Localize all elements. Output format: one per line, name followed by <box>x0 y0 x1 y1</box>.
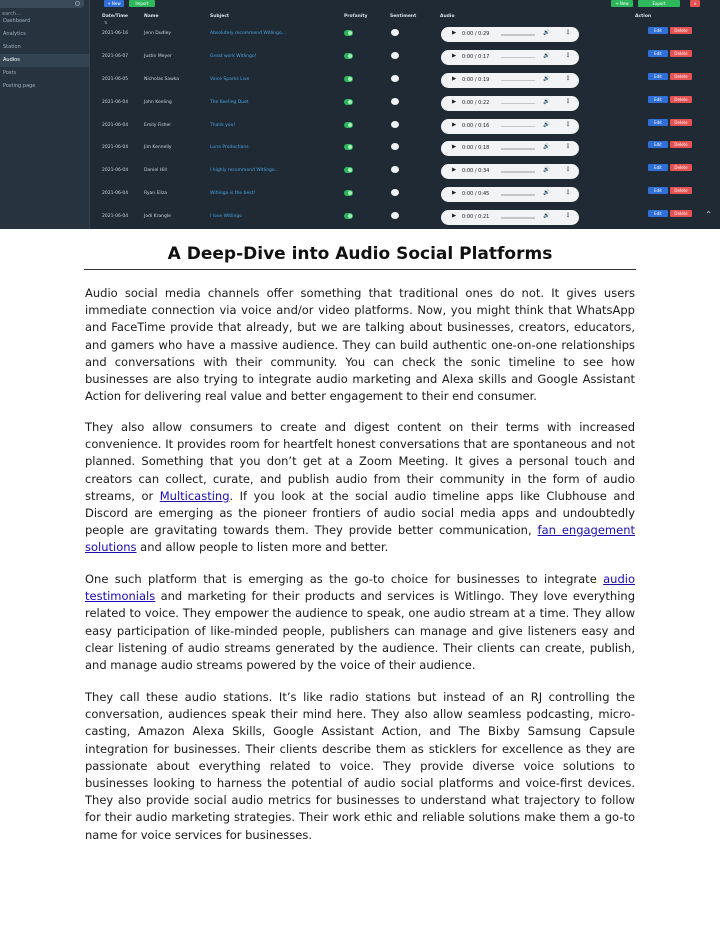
more-options-icon[interactable]: ⋮ <box>565 120 571 128</box>
row-date: 2021-06-04 <box>102 145 129 151</box>
audio-time: 0:00 / 0:19 <box>462 76 490 83</box>
delete-button[interactable]: Delete <box>670 210 692 217</box>
edit-button[interactable]: Edit <box>648 73 668 80</box>
sentiment-indicator <box>391 166 399 173</box>
row-name: John Keeling <box>144 99 172 105</box>
play-icon[interactable]: ▶ <box>452 121 457 128</box>
row-name: Ryan Eliza <box>144 191 168 197</box>
audios-table-panel <box>92 0 720 229</box>
row-name: Daniel Hill <box>144 168 167 174</box>
audio-time: 0:00 / 0:22 <box>462 99 490 106</box>
search-icon <box>75 1 80 6</box>
volume-icon[interactable]: 🔊 <box>543 30 550 36</box>
col-audio[interactable]: Audio <box>440 14 455 19</box>
play-icon[interactable]: ▶ <box>452 167 457 174</box>
row-subject-link[interactable]: Voice Sparks Live <box>210 76 250 82</box>
col-profanity[interactable]: Profanity <box>344 14 368 19</box>
delete-button[interactable]: Delete <box>670 187 692 194</box>
audio-player[interactable] <box>441 96 579 111</box>
table-header <box>92 12 720 24</box>
play-icon[interactable]: ▶ <box>452 30 457 36</box>
sort-icon[interactable]: ⇅ <box>104 20 108 25</box>
sidebar <box>0 0 90 229</box>
row-date: 2021-06-04 <box>102 191 129 197</box>
profanity-toggle[interactable] <box>344 122 353 128</box>
sentiment-indicator <box>391 212 399 219</box>
row-date: 2021-06-04 <box>102 214 129 220</box>
row-subject-link[interactable]: The Keeling Duet <box>210 99 249 105</box>
audio-player[interactable] <box>441 119 579 134</box>
more-options-icon[interactable]: ⋮ <box>565 29 571 36</box>
row-name: Emily Fisher <box>144 122 172 128</box>
sidebar-item-posts[interactable]: Posts <box>3 70 17 76</box>
delete-button[interactable]: Delete <box>670 96 692 103</box>
volume-icon[interactable]: 🔊 <box>543 121 550 128</box>
close-button[interactable]: × <box>690 0 700 7</box>
edit-button[interactable]: Edit <box>648 210 668 217</box>
col-date[interactable]: Date/Time <box>102 14 128 19</box>
profanity-toggle[interactable] <box>344 213 353 219</box>
table-row <box>92 95 720 118</box>
more-options-icon[interactable]: ⋮ <box>565 189 571 197</box>
paragraph-2 <box>85 419 635 557</box>
table-row <box>92 186 720 209</box>
edit-button[interactable]: Edit <box>648 187 668 194</box>
edit-button[interactable]: Edit <box>648 119 668 126</box>
profanity-toggle[interactable] <box>344 190 353 196</box>
edit-button[interactable]: Edit <box>648 164 668 171</box>
volume-icon[interactable]: 🔊 <box>543 52 550 59</box>
delete-button[interactable]: Delete <box>670 50 692 57</box>
new-right-button[interactable]: + New <box>611 0 633 7</box>
sidebar-item-analytics[interactable]: Analytics <box>3 31 26 37</box>
paragraph-3-text-a: One such platform that is emerging as the go-to choice for businesses to integrate <box>85 572 604 586</box>
sentiment-indicator <box>391 143 399 150</box>
more-options-icon[interactable]: ⋮ <box>565 74 571 82</box>
row-date: 2021-06-16 <box>102 31 129 36</box>
profanity-toggle[interactable] <box>344 30 353 36</box>
delete-button[interactable]: Delete <box>670 73 692 80</box>
row-subject-link[interactable]: Thank you! <box>210 122 236 128</box>
sentiment-indicator <box>391 29 399 36</box>
delete-button[interactable]: Delete <box>670 119 692 126</box>
edit-button[interactable]: Edit <box>648 27 668 34</box>
col-sentiment[interactable]: Sentiment <box>390 14 417 19</box>
edit-button[interactable]: Edit <box>648 96 668 103</box>
title-divider <box>84 269 636 270</box>
audio-progress-track[interactable] <box>501 80 535 82</box>
sentiment-indicator <box>391 52 399 59</box>
table-row <box>92 49 720 72</box>
new-button[interactable]: + New <box>104 0 124 7</box>
paragraph-3 <box>85 571 635 674</box>
fan-engagement-link[interactable]: fan engagement solutions <box>85 523 635 555</box>
row-name: Nicholas Sawka <box>144 76 180 82</box>
profanity-toggle[interactable] <box>344 99 353 105</box>
multicasting-link[interactable]: Multicasting <box>159 488 230 503</box>
play-icon[interactable]: ▶ <box>452 75 457 82</box>
col-subject[interactable]: Subject <box>210 14 230 19</box>
audio-player[interactable] <box>441 141 579 156</box>
volume-icon[interactable]: 🔊 <box>543 167 550 174</box>
row-name: Jodi Krangle <box>144 214 171 220</box>
sidebar-item-dashboard[interactable]: Dashboard <box>3 18 31 24</box>
profanity-toggle[interactable] <box>344 167 353 173</box>
audio-progress-track[interactable] <box>501 148 535 150</box>
export-button[interactable]: Export <box>638 0 680 7</box>
sidebar-nav <box>0 15 90 93</box>
paragraph-3-text-b: and marketing for their products and services is Witlingo. They love everything related to voice. They empower the audience to speak, one audio stream at a time. They allow easy participation of like-minded people, publishers can manage and give listeners easy and clear listening of audio streams generated by the audience. Their clients can create, publish, and manage audio streams powered by the voice of their audience. <box>85 589 635 673</box>
sidebar-item-audios[interactable]: Audios <box>0 54 90 67</box>
row-subject-link[interactable]: Great work Witlingo! <box>210 53 257 59</box>
row-subject-link[interactable]: I highly recommend Witlingo... <box>210 168 279 174</box>
volume-icon[interactable]: 🔊 <box>543 98 550 105</box>
paragraph-2-text-b: . If you look at the social audio timeline apps like Clubhouse and Discord are emerging as the pioneer frontiers of audio social media apps and undoubtedly people are gravitating towards them. They provide better communication, <box>85 488 635 538</box>
table-row <box>92 26 720 49</box>
audio-time: 0:00 / 0:16 <box>462 122 490 129</box>
sentiment-indicator <box>391 75 399 82</box>
audio-player[interactable] <box>441 73 579 88</box>
search-input[interactable] <box>0 0 84 17</box>
audio-progress-track[interactable] <box>501 194 535 196</box>
audio-time: 0:00 / 0:45 <box>462 191 490 198</box>
volume-icon[interactable]: 🔊 <box>543 144 550 151</box>
audio-time: 0:00 / 0:34 <box>462 168 490 175</box>
more-options-icon[interactable]: ⋮ <box>565 166 571 174</box>
more-options-icon[interactable]: ⋮ <box>565 212 571 220</box>
col-name[interactable]: Name <box>144 14 159 19</box>
sentiment-indicator <box>391 189 399 196</box>
row-subject-link[interactable]: Absolutely recommend Witlingo... <box>210 31 286 36</box>
delete-button[interactable]: Delete <box>670 141 692 148</box>
paragraph-2-text-a: They also allow consumers to create and digest content on their terms with increased convenience. It provides room for heartfelt honest conversations that are spontaneous and not planned. Something that you don’t get at a Zoom Meeting. It gives a personal touch and creators can collect, curate, and publish audio from their community in the form of audio streams, or <box>85 420 635 503</box>
audio-time: 0:00 / 0:21 <box>462 214 490 221</box>
volume-icon[interactable]: 🔊 <box>543 213 550 220</box>
sentiment-indicator <box>391 121 399 128</box>
profanity-toggle[interactable] <box>344 144 353 150</box>
volume-icon[interactable]: 🔊 <box>543 75 550 82</box>
row-name: Justin Meyer <box>144 53 172 59</box>
dashboard-screenshot <box>0 0 720 229</box>
row-date: 2021-06-07 <box>102 53 129 59</box>
search-placeholder: earch... <box>2 11 21 17</box>
audio-time: 0:00 / 0:18 <box>462 145 490 152</box>
audio-progress-track[interactable] <box>501 34 535 36</box>
row-date: 2021-06-04 <box>102 122 129 128</box>
import-button[interactable]: Import <box>129 0 155 7</box>
audio-player[interactable] <box>441 187 579 202</box>
audio-player[interactable] <box>441 164 579 179</box>
audio-time: 0:00 / 0:29 <box>462 31 490 37</box>
chevron-up-icon[interactable]: ⌃ <box>705 210 712 219</box>
paragraph-1: Audio social media channels offer something that traditional ones do not. It gives users immediate connection via voice and/or video platforms. Now, you might think that WhatsApp and FaceTime provide that already, but we are talking about businesses, creators, educators, and gamers who have a massive audience. They can build authentic one-on-one relationships and conversations with their community. You can check the sonic timeline to see how businesses are also trying to integrate audio marketing and Alexa skills and Google Assistant Action for delivering real value and better engagement to their end consumer. <box>85 286 635 404</box>
audio-player[interactable] <box>441 210 579 225</box>
paragraph-2-text-c: and allow people to listen more and better. <box>136 540 389 555</box>
paragraph-4: They call these audio stations. It’s like radio stations but instead of an RJ controlling the conversation, audiences speak their mind here. They also allow seamless podcasting, micro-casting, Amazon Alexa Skills, Google Assistant Action, and The Bixby Samsung Capsule integration for businesses. Their clients describe them as sticklers for excellence as they are passionate about everything related to voice. They provide diverse voice solutions to businesses looking to harness the potential of audio social platforms and voice-first devices. They also provide social audio metrics for businesses to understand what trajectory to follow for their audio marketing strategies. Their work ethic and reliable solutions make them a go-to name for voice services for businesses. <box>85 690 635 842</box>
table-body <box>92 26 720 229</box>
sidebar-item-station[interactable]: Station <box>3 44 21 50</box>
volume-icon[interactable]: 🔊 <box>543 190 550 197</box>
profanity-toggle[interactable] <box>344 76 353 82</box>
row-subject-link[interactable]: Witlingo is the best! <box>210 191 256 197</box>
table-row <box>92 72 720 95</box>
audio-progress-track[interactable] <box>501 217 535 219</box>
audio-progress-track[interactable] <box>501 57 535 59</box>
row-subject-link[interactable]: Luna Productions <box>210 145 249 151</box>
table-row <box>92 140 720 163</box>
row-date: 2021-06-04 <box>102 99 129 105</box>
sentiment-indicator <box>391 98 399 105</box>
play-icon[interactable]: ▶ <box>452 52 457 59</box>
delete-button[interactable]: Delete <box>670 164 692 171</box>
audio-progress-track[interactable] <box>501 103 535 105</box>
col-action: Action <box>635 14 652 19</box>
edit-button[interactable]: Edit <box>648 50 668 57</box>
audio-progress-track[interactable] <box>501 126 535 128</box>
table-row <box>92 118 720 141</box>
audio-progress-track[interactable] <box>501 171 535 173</box>
row-subject-link[interactable]: I love Witlingo <box>210 214 242 220</box>
row-name: Jenn Dudley <box>144 31 172 36</box>
edit-button[interactable]: Edit <box>648 141 668 148</box>
profanity-toggle[interactable] <box>344 53 353 59</box>
audio-player[interactable] <box>441 27 579 42</box>
play-icon[interactable]: ▶ <box>452 144 457 151</box>
more-options-icon[interactable]: ⋮ <box>565 51 571 59</box>
more-options-icon[interactable]: ⋮ <box>565 97 571 105</box>
row-date: 2021-06-05 <box>102 76 129 82</box>
audio-player[interactable] <box>441 50 579 65</box>
sidebar-item-posting-page[interactable]: Posting page <box>3 83 36 89</box>
play-icon[interactable]: ▶ <box>452 98 457 105</box>
play-icon[interactable]: ▶ <box>452 190 457 197</box>
table-row <box>92 163 720 186</box>
more-options-icon[interactable]: ⋮ <box>565 143 571 151</box>
row-date: 2021-06-04 <box>102 168 129 174</box>
delete-button[interactable]: Delete <box>670 27 692 34</box>
article-title: A Deep-Dive into Audio Social Platforms <box>167 244 553 264</box>
audio-time: 0:00 / 0:17 <box>462 53 490 60</box>
audio-testimonials-link[interactable]: audio testimonials <box>85 572 635 604</box>
row-name: Jim Kennelly <box>144 145 172 151</box>
table-row <box>92 209 720 229</box>
play-icon[interactable]: ▶ <box>452 213 457 220</box>
